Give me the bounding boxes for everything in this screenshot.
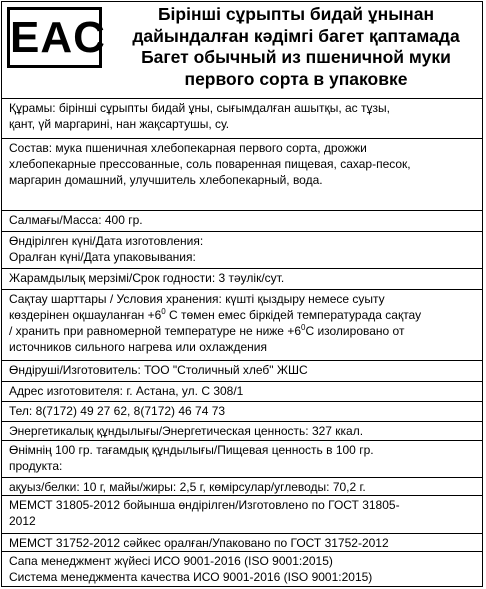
composition-kk [2, 98, 482, 138]
composition-kk-line: Құрамы: бірінші сұрыпты бидай ұны, сығымдалған ашытқы, ас тұзы, [9, 101, 390, 115]
storage-line: источников сильного нагрева или охлаждения [9, 340, 267, 354]
eac-mark: EAC [7, 7, 102, 68]
title-line: дайындалған кәдімгі багет қаптамада [132, 25, 460, 46]
energy-row [2, 421, 482, 440]
energy-value: Энергетикалық құндылығы/Энергетическая ценность: 327 ккал. [9, 424, 364, 438]
composition-ru-line: Состав: мука пшеничная хлебопекарная первого сорта, дрожжи [9, 141, 367, 155]
storage-line: Сақтау шарттары / Условия хранения: күшті қыздыру немесе суыту [9, 292, 385, 306]
packaging-date: Оралған күні/Дата упаковывания: [9, 250, 196, 264]
quality-line: Система менеджмента качества ИСО 9001-2016 (ISO 9001:2015) [9, 570, 373, 584]
quality-row [2, 551, 482, 586]
mass-row [2, 210, 482, 231]
shelf-life-text: Жарамдылық мерзімі/Срок годности: 3 тәулік/сут. [9, 271, 285, 285]
storage-line: көздерінен оқшауланған $+6^0$ С төмен емес біркідей температурада сақтау [9, 307, 422, 322]
title-line: Бірінші сұрыпты бидай ұнынан [157, 4, 435, 24]
storage-line: / хранить при равномерной температуре не ниже $+6^0С$ изолировано от [9, 323, 405, 338]
storage-row [2, 289, 482, 360]
phone-row [2, 401, 482, 421]
dates-row [2, 231, 482, 268]
manufacturer-row [2, 360, 482, 381]
title-line: первого сорта в упаковке [184, 68, 408, 89]
packaging-standard: МЕМСТ 31752-2012 сәйкес оралған/Упаковано по ГОСТ 31752-2012 [9, 536, 389, 550]
product-label [1, 1, 483, 587]
production-standard-line: МЕМСТ 31805-2012 бойынша өндірілген/Изготовлено по ГОСТ 31805- [9, 498, 400, 512]
packaging-standard-row [2, 533, 482, 551]
composition-kk-line: қант, үй маргарині, нан жақсартушы, су. [9, 117, 230, 131]
label-header [2, 2, 482, 98]
composition-ru-line: хлебопекарные прессованные, соль поваренная пищевая, сахар-песок, [9, 157, 411, 171]
product-title [110, 4, 482, 90]
manufacture-date: Өндірілген күні/Дата изготовления: [9, 234, 204, 248]
nutrition-values-row [2, 477, 482, 495]
nutrition-header-row [2, 440, 482, 477]
quality-line: Сапа менеджмент жүйесі ИСО 9001-2016 (ISO 9001:2015) [9, 554, 333, 568]
mass-text: Салмағы/Масса: 400 гр. [9, 213, 143, 227]
nutrition-header-line: продукта: [9, 459, 63, 473]
address-row [2, 381, 482, 401]
manufacturer-phone: Тел: 8(7172) 49 27 62, 8(7172) 46 74 73 [9, 404, 226, 418]
manufacturer-name: Өндіруші/Изготовитель: ТОО "Столичный хлеб" ЖШС [9, 363, 308, 377]
shelf-life-row [2, 268, 482, 289]
title-line: Багет обычный из пшеничной муки [141, 47, 451, 67]
production-standard-line: 2012 [9, 514, 36, 528]
composition-ru [2, 138, 482, 210]
production-standard-row [2, 495, 482, 533]
manufacturer-address: Адрес изготовителя: г. Астана, ул. С 308/1 [9, 384, 244, 398]
nutrition-header-line: Өнімнің 100 гр. тағамдық құндылығы/Пищевая ценность в 100 гр. [9, 443, 374, 457]
nutrition-values: ақуыз/белки: 10 г, майы/жиры: 2,5 г, көмірсулар/углеводы: 70,2 г. [9, 480, 366, 494]
composition-ru-line: маргарин домашний, улучшитель хлебопекарный, вода. [9, 173, 323, 187]
